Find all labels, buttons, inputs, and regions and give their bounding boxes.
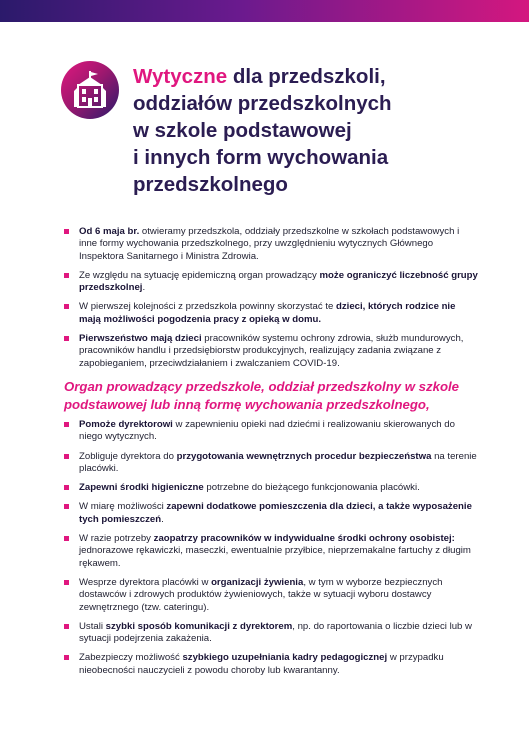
school-building-icon-glyph <box>73 71 107 109</box>
title-line-3: w szkole podstawowej <box>133 119 352 142</box>
header-gradient-bar <box>0 0 529 22</box>
school-building-icon <box>61 61 119 119</box>
list-item: Ze względu na sytuację epidemiczną organ prowadzący może ograniczyć liczebność grupy przedszkolnej. <box>0 270 529 295</box>
list-item: W miarę możliwości zapewni dodatkowe pomieszczenia dla dzieci, a także wyposażenie tych pomieszczeń. <box>0 501 529 526</box>
title-accent-word: Wytyczne <box>133 65 228 88</box>
intro-bullet-list <box>0 226 529 377</box>
list-item: Wesprze dyrektora placówki w organizacji żywienia, w tym w wyborze bezpiecznych dostawców i zdrowych produktów żywieniowych, także w sytuacji wyboru dostawcy zewnętrznego (tzw. cateringu). <box>0 577 529 614</box>
list-item: Ustali szybki sposób komunikacji z dyrektorem, np. do raportowania o liczbie dzieci lub w sytuacji podejrzenia zakażenia. <box>0 621 529 646</box>
section-subheading: Organ prowadzący przedszkole, oddział przedszkolny w szkole podstawowej lub inną formę wychowania przedszkolnego, <box>64 379 459 412</box>
title-line-4: i innych form wychowania <box>133 146 389 169</box>
organ-duties-list <box>0 419 529 684</box>
title-line-1: Wytyczne dla przedszkoli, <box>133 65 386 88</box>
title-line-2: oddziałów przedszkolnych <box>133 92 392 115</box>
list-item: Zabezpieczy możliwość szybkiego uzupełniania kadry pedagogicznej w przypadku nieobecności nauczycieli z powodu choroby lub kwarantanny. <box>0 652 529 677</box>
title-line-5: przedszkolnego <box>133 173 288 196</box>
page-title <box>133 63 513 198</box>
list-item: W razie potrzeby zaopatrzy pracowników w indywidualne środki ochrony osobistej: jednorazowe rękawiczki, maseczki, ewentualnie przyłbice, nieprzemakalne fartuchy z długim rękawem. <box>0 533 529 570</box>
list-item: W pierwszej kolejności z przedszkola powinny skorzystać te dzieci, których rodzice nie mają możliwości pogodzenia pracy z opieką w domu. <box>0 301 529 326</box>
list-item: Zobliguje dyrektora do przygotowania wewnętrznych procedur bezpieczeństwa na terenie placówki. <box>0 451 529 476</box>
list-item: Pierwszeństwo mają dzieci pracowników systemu ochrony zdrowia, służb mundurowych, pracowników handlu i przedsiębiorstw produkcyjnych, realizujący zadania związane z zapobieganiem, przeciwdziałaniem i zwalczaniem COVID-19. <box>0 333 529 370</box>
list-item: Od 6 maja br. otwieramy przedszkola, oddziały przedszkolne w szkołach podstawowych i inne formy wychowania przedszkolnego, przy uwzględnieniu wytycznych Głównego Inspektora Sanitarnego i Ministra Zdrowia. <box>0 226 529 263</box>
list-item: Zapewni środki higieniczne potrzebne do bieżącego funkcjonowania placówki. <box>0 482 529 494</box>
list-item: Pomoże dyrektorowi w zapewnieniu opieki nad dziećmi i realizowaniu skierowanych do niego wytycznych. <box>0 419 529 444</box>
